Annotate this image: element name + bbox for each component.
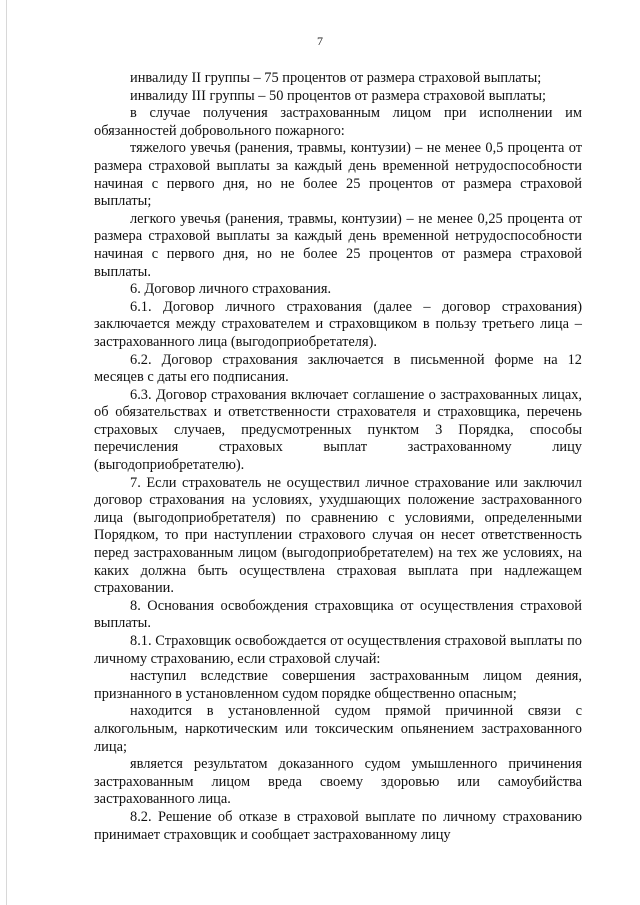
page-number: 7 [317, 34, 323, 48]
paragraph: 6.1. Договор личного страхования (далее – договор страхования) заключается между страхователем и страховщиком в пользу третьего лица – застрахованного лица (выгодоприобретателя). [94, 298, 582, 350]
paragraph: 7. Если страхователь не осуществил личное страхование или заключил договор страхования на условиях, ухудшающих положение застрахованного лица (выгодоприобретателя) по сравнению с условиями, определенными Порядком, то при наступлении страхового случая он несет ответственность перед застрахованным лицом (выгодоприобретателем) на тех же условиях, на каких должна быть осуществлена страховая выплата при надлежащем страховании. [94, 474, 582, 597]
paragraph: 8.2. Решение об отказе в страховой выплате по личному страхованию принимает страховщик и сообщает застрахованному лицу [94, 808, 582, 843]
paragraph: 6.3. Договор страхования включает соглашение о застрахованных лицах, об обязательствах и ответственности страхователя и страховщика, перечень страховых случаев, предусмотренных пунктом 3 Порядка, способы перечисления страховых выплат застрахованному лицу (выгодоприобретателю). [94, 386, 582, 474]
paragraph: инвалиду III группы – 50 процентов от размера страховой выплаты; [130, 87, 547, 104]
paragraph: в случае получения застрахованным лицом при исполнении им обязанностей добровольного пожарного: [94, 105, 582, 139]
paragraph: легкого увечья (ранения, травмы, контузии) – не менее 0,25 процента от размера страховой выплаты за каждый день временной нетрудоспособности начиная с первого дня, но не более 25 процентов от размера страховой выплаты. [94, 210, 582, 280]
paragraph: является результатом доказанного судом умышленного причинения застрахованным лицом вреда своему здоровью или самоубийства застрахованного лица. [94, 756, 582, 808]
paragraph: находится в установленной судом прямой причинной связи с алкогольным, наркотическим или токсическим опьянением застрахованного лица; [94, 703, 582, 755]
paragraph: инвалиду II группы – 75 процентов от размера страховой выплаты; [130, 70, 542, 86]
document-body [94, 70, 582, 844]
section-heading: 8. Основания освобождения страховщика от осуществления страховой выплаты. [94, 597, 582, 632]
paragraph: тяжелого увечья (ранения, травмы, контузии) – не менее 0,5 процента от размера страховой выплаты за каждый день временной нетрудоспособности начиная с первого дня, но не более 25 процентов от размера страховой выплаты; [94, 140, 582, 210]
paragraph: 8.1. Страховщик освобождается от осуществления страховой выплаты по личному страхованию, если страховой случай: [94, 633, 582, 667]
page-edge-line [6, 0, 7, 905]
paragraph: 6.2. Договор страхования заключается в письменной форме на 12 месяцев с даты его подписания. [94, 351, 582, 386]
paragraph: наступил вследствие совершения застрахованным лицом деяния, признанного в установленном судом порядке общественно опасным; [94, 668, 582, 702]
section-heading: 6. Договор личного страхования. [130, 281, 332, 298]
